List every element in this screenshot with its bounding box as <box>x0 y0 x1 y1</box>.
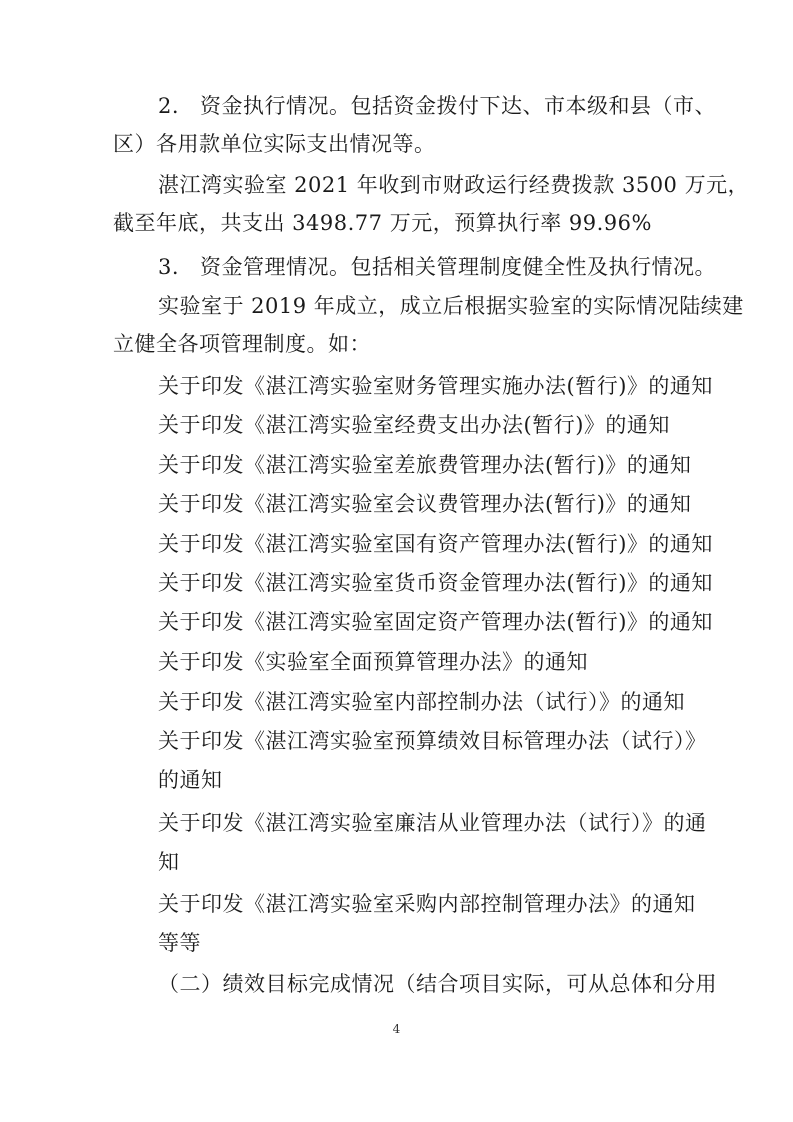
para-funds-execution-line-2: 区）各用款单位实际支出情况等。 <box>113 132 436 156</box>
notice-item: 关于印发《湛江湾实验室采购内部控制管理办法》的通知 <box>158 892 696 916</box>
para-lab-funding-line-1: 湛江湾实验室 2021 年收到市财政运行经费拨款 3500 万元， <box>158 173 750 197</box>
section-number: 3. <box>158 255 180 279</box>
notice-list-end: 等等 <box>158 931 201 955</box>
notice-item-continued: 的通知 <box>158 768 223 792</box>
notice-item: 关于印发《实验室全面预算管理办法》的通知 <box>158 650 588 674</box>
notice-item: 关于印发《湛江湾实验室预算绩效目标管理办法（试行）》 <box>158 729 707 753</box>
para-funds-execution-line-1 <box>158 92 716 120</box>
para-lab-founding-line-2: 立健全各项管理制度。如： <box>113 332 371 356</box>
notice-item: 关于印发《湛江湾实验室会议费管理办法(暂行)》的通知 <box>158 492 692 516</box>
section-heading-performance-goals: （二）绩效目标完成情况（结合项目实际，可从总体和分用 <box>158 972 717 996</box>
para-lab-funding-line-2: 截至年底，共支出 3498.77 万元，预算执行率 99.96% <box>113 211 652 235</box>
notice-item: 关于印发《湛江湾实验室国有资产管理办法(暂行)》的通知 <box>158 532 713 556</box>
notice-item-continued: 知 <box>158 850 180 874</box>
notice-item: 关于印发《湛江湾实验室固定资产管理办法(暂行)》的通知 <box>158 610 713 634</box>
notice-item: 关于印发《湛江湾实验室货币资金管理办法(暂行)》的通知 <box>158 571 713 595</box>
page-number: 4 <box>392 1022 401 1036</box>
notice-item: 关于印发《湛江湾实验室内部控制办法（试行）》的通知 <box>158 690 685 714</box>
notice-item: 关于印发《湛江湾实验室经费支出办法(暂行)》的通知 <box>158 413 670 437</box>
notice-item: 关于印发《湛江湾实验室差旅费管理办法(暂行)》的通知 <box>158 453 692 477</box>
notice-item: 关于印发《湛江湾实验室财务管理实施办法(暂行)》的通知 <box>158 374 713 398</box>
para-funds-management-line-1 <box>158 253 716 281</box>
para-lab-founding-line-1: 实验室于 2019 年成立，成立后根据实验室的实际情况陆续建 <box>158 294 744 318</box>
para-text: 资金管理情况。包括相关管理制度健全性及执行情况。 <box>200 255 716 279</box>
notice-item: 关于印发《湛江湾实验室廉洁从业管理办法（试行）》的通 <box>158 811 707 835</box>
section-number: 2. <box>158 94 180 118</box>
para-text: 资金执行情况。包括资金拨付下达、市本级和县（市、 <box>200 94 716 118</box>
